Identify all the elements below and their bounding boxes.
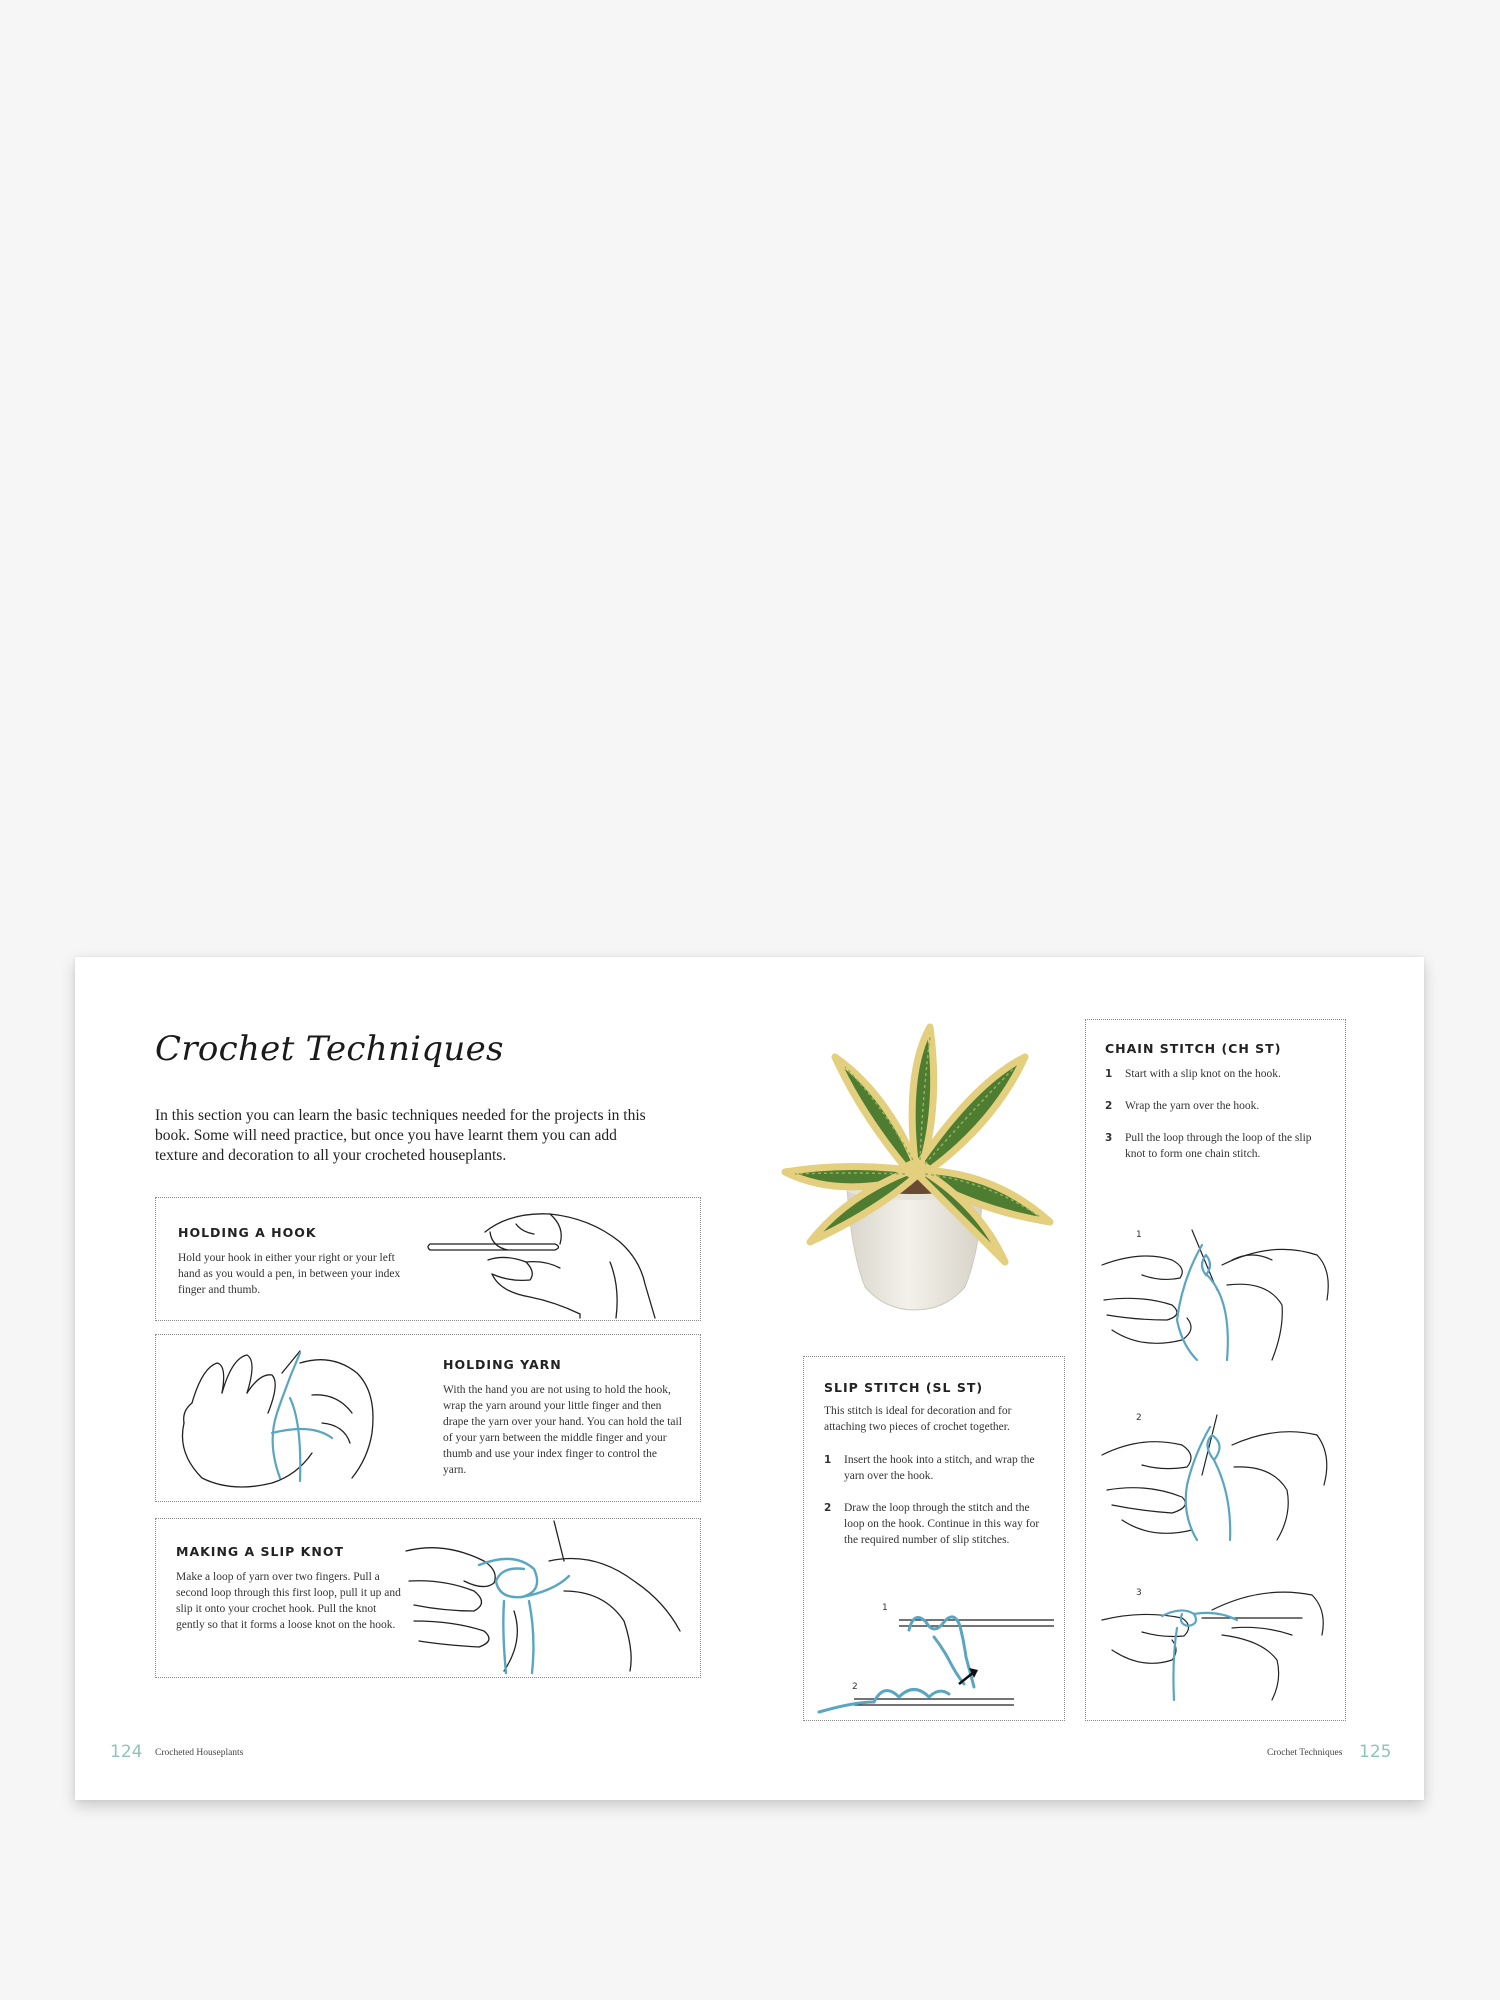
slip-stitch-heading: SLIP STITCH (SL ST) [824,1380,984,1395]
holding-yarn-text: With the hand you are not using to hold the hook, wrap the yarn around your little finger and then drape the yarn over your hand. You can hold the tail of your yarn between the middle finger and your thumb and use your index finger to control the yarn. [443,1384,682,1476]
slip-stitch-steps [824,1452,1050,1564]
chain-stitch-illustration-3 [1102,1580,1332,1705]
crochet-plant-photo [765,1012,1065,1332]
chain-stitch-step: 3 Pull the loop through the loop of the slip knot to form one chain stitch. [1105,1132,1312,1160]
page-title: Crochet Techniques [155,1029,504,1069]
chain-stitch-fig-label-1: 1 [1136,1230,1142,1240]
chain-stitch-fig-label-2: 2 [1136,1413,1142,1423]
chain-stitch-step: 1 Start with a slip knot on the hook. [1105,1068,1281,1080]
chain-stitch-illustration-2 [1102,1405,1332,1545]
slip-stitch-illustration [814,1602,1054,1712]
holding-yarn-heading: HOLDING YARN [443,1357,562,1372]
chain-stitch-illustration-1 [1102,1220,1332,1370]
book-spread [75,957,1424,1800]
slip-knot-heading: MAKING A SLIP KNOT [176,1544,344,1559]
chain-stitch-steps [1105,1066,1330,1178]
right-running-head: Crochet Techniques [1267,1748,1343,1758]
slip-knot-illustration [404,1521,684,1673]
slip-stitch-step: 2 Draw the loop through the stitch and the loop on the hook. Continue in this way for the required number of slip stitches. [824,1502,1040,1546]
chain-stitch-heading: CHAIN STITCH (CH ST) [1105,1041,1282,1056]
slip-knot-box [155,1518,701,1678]
holding-yarn-box [155,1334,701,1502]
holding-hook-box [155,1197,701,1321]
holding-hook-heading: HOLDING A HOOK [178,1225,317,1240]
intro-text: In this section you can learn the basic techniques needed for the projects in this book. Some will need practice, but once you have learnt them you can add texture and decoration to all your crocheted houseplants. [155,1107,646,1164]
slip-stitch-step: 1 Insert the hook into a stitch, and wrap the yarn over the hook. [824,1454,1035,1482]
holding-yarn-illustration [172,1343,387,1493]
left-running-head: Crocheted Houseplants [155,1748,244,1758]
right-folio-number: 125 [1359,1742,1392,1762]
holding-hook-illustration [430,1202,700,1320]
chain-stitch-box [1085,1019,1346,1721]
slip-stitch-fig-label-2: 2 [852,1682,858,1692]
slip-stitch-fig-label-1: 1 [882,1603,888,1613]
left-folio-number: 124 [110,1742,143,1762]
slip-knot-text: Make a loop of yarn over two fingers. Pull a second loop through this first loop, pull it up and slip it onto your crochet hook. Pull the knot gently so that it forms a loose knot on the hook. [176,1571,401,1631]
chain-stitch-fig-label-3: 3 [1136,1588,1142,1598]
slip-stitch-intro: This stitch is ideal for decoration and for attaching two pieces of crochet together. [824,1405,1012,1433]
slip-stitch-box [803,1356,1065,1721]
holding-hook-text: Hold your hook in either your right or your left hand as you would a pen, in between your index finger and thumb. [178,1252,401,1296]
chain-stitch-step: 2 Wrap the yarn over the hook. [1105,1100,1260,1112]
